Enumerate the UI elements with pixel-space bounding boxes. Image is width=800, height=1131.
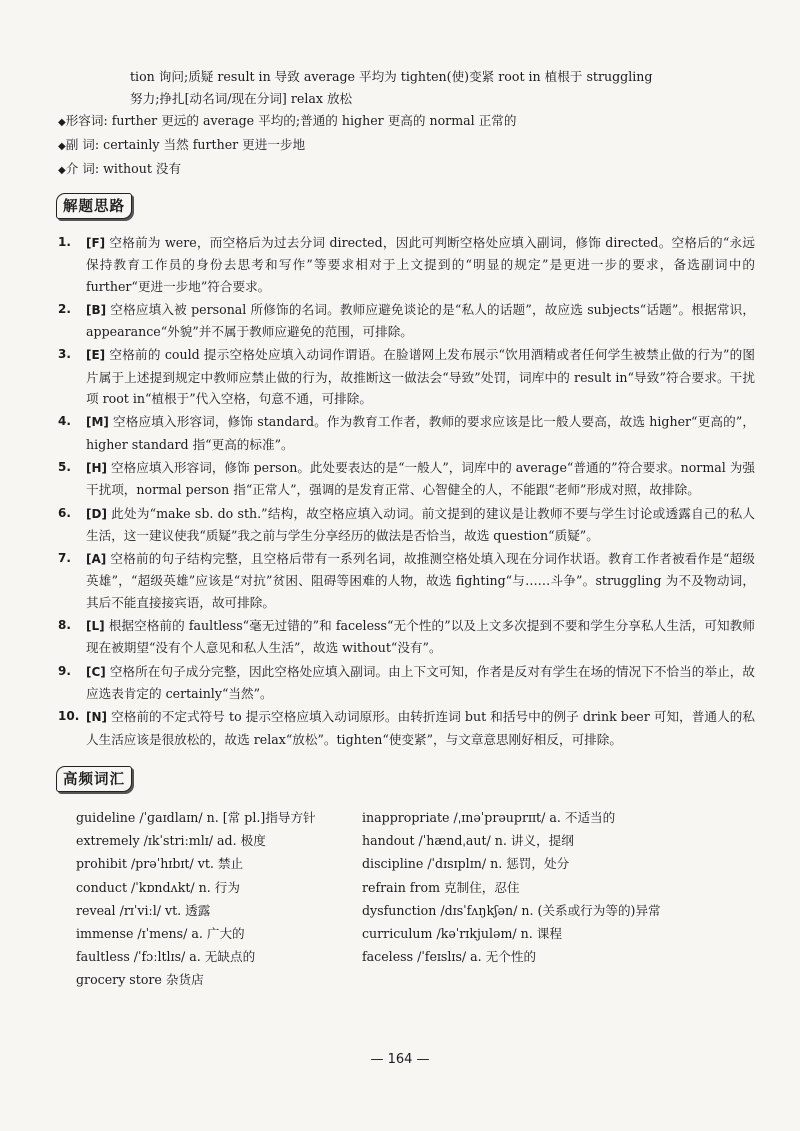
item-answer: [F] <box>86 236 106 250</box>
diamond-bullet-icon: ◆ <box>58 117 66 128</box>
pos-words: without 没有 <box>103 161 182 176</box>
pos-words: certainly 当然 further 更进一步地 <box>103 137 306 152</box>
diamond-bullet-icon: ◆ <box>58 141 66 152</box>
analysis-list <box>58 232 755 752</box>
vocab-entry: reveal /rɪˈviːl/ vt. 透露 <box>76 902 211 918</box>
word-list-continuation: 努力;挣扎[动名词/现在分词] relax 放松 <box>130 91 353 106</box>
analysis-heading: 解题思路 <box>56 193 132 219</box>
item-number: 3. <box>58 347 71 362</box>
analysis-item <box>58 232 755 297</box>
item-explanation: 空格前的句子结构完整，且空格后带有一系列名词，故推测空格处填入现在分词作状语。教育工作者被看作是“超级英雄”，“超级英雄”应该是“对抗”贫困、阻碍等困难的人物，故选 fighting“与……斗争”。struggling 为不及物动词，其后不能直接接宾语，故可排除。 <box>86 551 755 610</box>
vocab-entry: dysfunction /dɪsˈfʌŋkʃən/ n. (关系或行为等的)异常 <box>362 902 661 918</box>
item-explanation: 空格应填入形容词，修饰 person。此处要表达的是“一般人”，词库中的 average“普通的”符合要求。normal 为强干扰项，normal person 指“正常人”，强调的是发育正常、心智健全的人，不能跟“老师”形成对照，故排除。 <box>86 459 755 498</box>
item-number: 10. <box>58 709 80 724</box>
item-explanation: 空格应填入形容词，修饰 standard。作为教育工作者，教师的要求应该是比一般人要高，故选 higher“更高的”，higher standard 指“更高的标准”。 <box>86 414 755 452</box>
item-number: 9. <box>58 663 71 678</box>
item-answer: [M] <box>86 415 109 430</box>
item-number: 5. <box>58 459 71 474</box>
item-explanation: 空格应填入被 personal 所修饰的名词。教师应避免谈论的是“私人的话题”，故应选 subjects“话题”。根据常识，appearance“外貌”并不属于教师应避免的范围，可排除。 <box>86 301 755 340</box>
vocab-entry: discipline /ˈdɪsɪplɪn/ n. 惩罚，处分 <box>362 856 570 872</box>
item-answer: [D] <box>86 506 107 521</box>
analysis-item <box>58 344 755 409</box>
item-answer: [H] <box>86 460 108 475</box>
diamond-bullet-icon: ◆ <box>58 165 66 176</box>
vocab-entry: conduct /ˈkɒndʌkt/ n. 行为 <box>76 879 240 895</box>
analysis-item <box>58 661 755 705</box>
analysis-item <box>58 548 755 613</box>
item-number: 8. <box>58 618 71 633</box>
vocab-entry: refrain from 克制住，忍住 <box>362 879 520 895</box>
item-explanation: 此处为“make sb. do sth.”结构，故空格应填入动词。前文提到的建议是让教师不要与学生讨论或透露自己的私人生活，这一建议使我“质疑”我之前与学生分享经历的做法是否恰当，故选 question“质疑”。 <box>86 505 755 543</box>
item-explanation: 空格所在句子成分完整，因此空格处应填入副词。由上下文可知，作者是反对有学生在场的情况下不恰当的举止，故应选表肯定的 certainly“当然”。 <box>86 663 755 701</box>
item-answer: [C] <box>86 664 106 679</box>
item-number: 1. <box>58 235 71 249</box>
item-number: 2. <box>58 301 71 316</box>
vocab-entry: extremely /ɪkˈstriːmlɪ/ ad. 极度 <box>76 833 266 849</box>
pos-label: 介 词: <box>65 161 100 176</box>
analysis-item <box>58 503 755 547</box>
vocab-column-right <box>362 806 762 968</box>
word-list-continuation: tion 询问;质疑 result in 导致 average 平均为 tighten(使)变紧 root in 植根于 struggling <box>130 69 653 84</box>
item-number: 4. <box>58 414 71 429</box>
vocab-entry: grocery store 杂货店 <box>76 972 204 988</box>
analysis-item <box>58 706 755 750</box>
item-number: 7. <box>58 551 71 566</box>
item-explanation: 空格前的 could 提示空格处应填入动词作谓语。在脸谱网上发布展示“饮用酒精或者任何学生被禁止做的行为”的图片属于上述提到规定中教师应禁止做的行为，故推断这一做法会“导致”处罚，词库中的 result in“导致”符合要求。干扰项 root in“植根于”代入空格，句意不通，可排除。 <box>86 347 755 407</box>
vocab-entry: faceless /ˈfeɪslɪs/ a. 无个性的 <box>362 949 537 965</box>
item-explanation: 空格前为 were，而空格后为过去分词 directed，因此可判断空格处应填入副词，修饰 directed。空格后的“永远保持教育工作员的身份去思考和写作”等要求相对于上文提到的“明显的规定”是更进一步的要求，备选副词中的 further“更进一步地”符合要求。 <box>86 235 755 294</box>
vocab-entry: handout /ˈhændˌaut/ n. 讲义，提纲 <box>362 833 574 849</box>
pos-words: further 更远的 average 平均的;普通的 higher 更高的 normal 正常的 <box>111 113 517 128</box>
item-answer: [L] <box>86 619 105 634</box>
analysis-item <box>58 615 755 659</box>
vocab-entry: faultless /ˈfɔːltlɪs/ a. 无缺点的 <box>76 949 256 965</box>
word-list-prepositions <box>58 158 758 182</box>
item-explanation: 根据空格前的 faultless“毫无过错的”和 faceless“无个性的”以及上文多次提到不要和学生分享私人生活，可知教师现在被期望“没有个人意见和私人生活”，故选 without“没有”。 <box>86 618 755 656</box>
item-explanation: 空格前的不定式符号 to 提示空格应填入动词原形。由转折连词 but 和括号中的例子 drink beer 可知，普通人的私人生活应该是很放松的，故选 relax“放松”。tighten“使变紧”，与文章意思刚好相反，可排除。 <box>86 709 755 747</box>
word-list-adverbs <box>58 134 758 158</box>
item-number: 6. <box>58 505 71 520</box>
item-answer: [E] <box>86 348 106 363</box>
word-list <box>58 66 758 182</box>
analysis-item <box>58 457 755 501</box>
item-answer: [N] <box>86 710 108 725</box>
vocab-entry: guideline /ˈɡaɪdlaɪn/ n. [常 pl.]指导方针 <box>76 810 316 825</box>
vocab-entry: prohibit /prəˈhɪbɪt/ vt. 禁止 <box>76 856 244 872</box>
vocab-entry: inappropriate /ˌɪnəˈprəuprɪɪt/ a. 不适当的 <box>362 810 616 825</box>
item-answer: [A] <box>86 552 107 567</box>
vocab-column-left <box>76 806 366 992</box>
page-number: — 164 — <box>370 1052 430 1067</box>
pos-label: 副 词: <box>65 137 100 152</box>
analysis-item <box>58 411 755 455</box>
word-list-adjectives <box>58 110 758 134</box>
item-answer: [B] <box>86 302 107 317</box>
vocab-entry: immense /ɪˈmens/ a. 广大的 <box>76 926 245 942</box>
vocab-entry: curriculum /kəˈrɪkjuləm/ n. 课程 <box>362 926 562 942</box>
analysis-item <box>58 299 755 343</box>
vocab-heading: 高频词汇 <box>56 766 132 792</box>
pos-label: 形容词: <box>65 113 108 128</box>
